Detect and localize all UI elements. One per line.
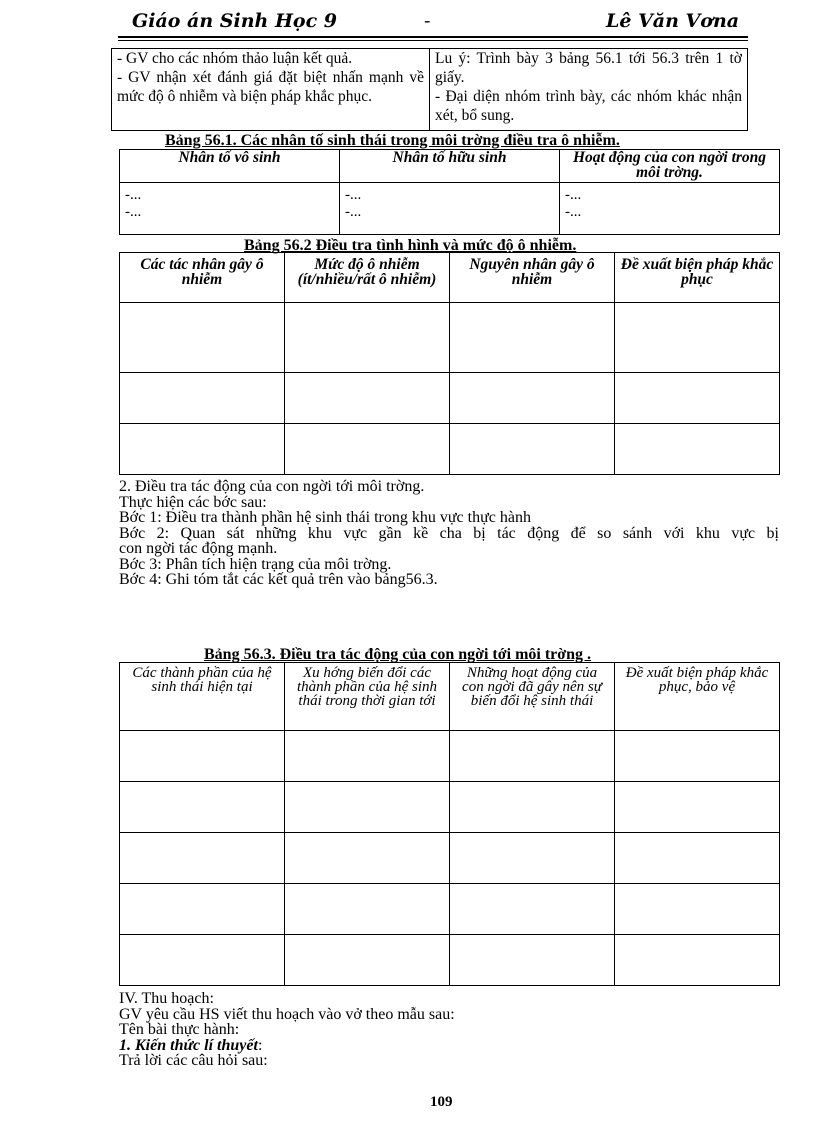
table2-caption: Bảng 56.2 Điều tra tình hình và mức độ ô nhiễm. xyxy=(244,237,577,254)
cell-line: -... xyxy=(125,187,142,203)
table2-header: Các tác nhân gây ô nhiễm xyxy=(120,253,285,303)
table2-cell xyxy=(120,424,285,475)
table3-cell xyxy=(285,731,450,782)
section4-line: IV. Thu hoạch: xyxy=(119,990,214,1007)
table3-caption: Bảng 56.3. Điều tra tác động của con ngời tới môi trờng . xyxy=(204,646,592,663)
table3-cell xyxy=(120,731,285,782)
table2-header: Đề xuất biện pháp khắc phục xyxy=(615,253,780,303)
header-dash: - xyxy=(424,10,431,32)
table3-cell xyxy=(615,833,780,884)
table-56-2 xyxy=(119,252,780,475)
table3-cell xyxy=(450,884,615,935)
table2-cell xyxy=(450,424,615,475)
intro-left-line: - GV nhận xét đánh giá đặt biệt nhấn mạnh về mức độ ô nhiễm và biện pháp khắc phục. xyxy=(117,69,424,105)
table2-header: Nguyên nhân gây ô nhiễm xyxy=(450,253,615,303)
table1-cell xyxy=(120,183,340,235)
header-author: Lê Văn Vơna xyxy=(606,10,740,32)
intro-table xyxy=(111,48,748,131)
section2-line: Bớc 4: Ghi tóm tắt các kết quả trên vào bảng56.3. xyxy=(119,571,438,588)
table3-cell xyxy=(615,884,780,935)
table3-cell xyxy=(450,935,615,986)
table3-cell xyxy=(615,935,780,986)
table3-cell xyxy=(450,782,615,833)
table2-cell xyxy=(285,373,450,424)
table1-header: Hoạt động của con ngời trong môi trờng. xyxy=(560,150,780,183)
table1-header: Nhân tố hữu sinh xyxy=(340,150,560,183)
table2-header: Mức độ ô nhiễm (ít/nhiều/rất ô nhiễm) xyxy=(285,253,450,303)
table3-cell xyxy=(285,884,450,935)
table3-cell xyxy=(120,935,285,986)
page-number: 109 xyxy=(430,1094,453,1110)
table2-cell xyxy=(450,303,615,373)
table1-cell xyxy=(560,183,780,235)
section2-text xyxy=(119,479,779,588)
table3-header: Những hoạt động của con ngời đã gây nên sự biến đổi hệ sinh thái xyxy=(450,663,615,731)
header-rule-thick xyxy=(118,36,748,38)
table3-header: Đề xuất biện pháp khắc phục, bảo vệ xyxy=(615,663,780,731)
table3-cell xyxy=(285,833,450,884)
table3-cell xyxy=(285,935,450,986)
table1-header: Nhân tố vô sinh xyxy=(120,150,340,183)
table3-cell xyxy=(450,833,615,884)
table3-cell xyxy=(450,731,615,782)
section4-heading-colon: : xyxy=(257,1036,263,1054)
table2-cell xyxy=(120,373,285,424)
cell-line: -... xyxy=(125,204,142,220)
table3-cell xyxy=(285,782,450,833)
table1-cell xyxy=(340,183,560,235)
intro-left-line: - GV cho các nhóm thảo luận kết quả. xyxy=(117,50,353,67)
section2-line: Bớc 1: Điều tra thành phần hệ sinh thái trong khu vực thực hành xyxy=(119,509,531,526)
section4-heading-line xyxy=(119,1038,779,1054)
section4-text xyxy=(119,991,779,1069)
section4-line: GV yêu cầu HS viết thu hoạch vào vở theo mẫu sau: xyxy=(119,1005,455,1023)
table-56-1 xyxy=(119,149,780,235)
section2-line: Bớc 2: Quan sát những khu vực gần kề cha bị tác động để so sánh với khu vực bị xyxy=(119,524,779,542)
section2-line: 2. Điều tra tác động của con ngời tới môi trờng. xyxy=(119,478,425,495)
table3-cell xyxy=(615,731,780,782)
cell-line: -... xyxy=(345,187,362,203)
table2-cell xyxy=(120,303,285,373)
section4-heading: 1. Kiến thức lí thuyết xyxy=(119,1036,258,1054)
table2-cell xyxy=(285,424,450,475)
section2-line: Bớc 3: Phân tích hiện trạng của môi trờng. xyxy=(119,555,392,573)
table2-cell xyxy=(450,373,615,424)
section2-line: con ngời tác động mạnh. xyxy=(119,540,278,557)
section2-line: Thực hiện các bớc sau: xyxy=(119,493,267,511)
table2-cell xyxy=(615,424,780,475)
table3-cell xyxy=(120,833,285,884)
table2-cell xyxy=(285,303,450,373)
table3-cell xyxy=(120,782,285,833)
cell-line: -... xyxy=(565,187,582,203)
table3-cell xyxy=(615,782,780,833)
intro-right-cell xyxy=(430,49,748,131)
intro-right-line: - Đại diện nhóm trình bày, các nhóm khác nhận xét, bổ sung. xyxy=(435,88,742,124)
section4-line: Trả lời các câu hỏi sau: xyxy=(119,1052,268,1069)
section4-line: Tên bài thực hành: xyxy=(119,1021,240,1038)
table1-caption: Bảng 56.1. Các nhân tố sinh thái trong môi trờng điều tra ô nhiễm. xyxy=(165,132,620,149)
intro-left-cell xyxy=(112,49,430,131)
table3-header: Xu hớng biến đổi các thành phần của hệ sinh thái trong thời gian tới xyxy=(285,663,450,731)
table2-cell xyxy=(615,303,780,373)
table3-cell xyxy=(120,884,285,935)
table2-cell xyxy=(615,373,780,424)
table-56-3 xyxy=(119,662,780,986)
header-left-title: Giáo án Sinh Học 9 xyxy=(132,10,337,32)
table3-header: Các thành phần của hệ sinh thái hiện tại xyxy=(120,663,285,731)
header-rule-thin xyxy=(118,40,748,41)
cell-line: -... xyxy=(565,204,582,220)
cell-line: -... xyxy=(345,204,362,220)
intro-right-line: Lu ý: Trình bày 3 bảng 56.1 tới 56.3 trên 1 tờ giấy. xyxy=(435,50,742,86)
